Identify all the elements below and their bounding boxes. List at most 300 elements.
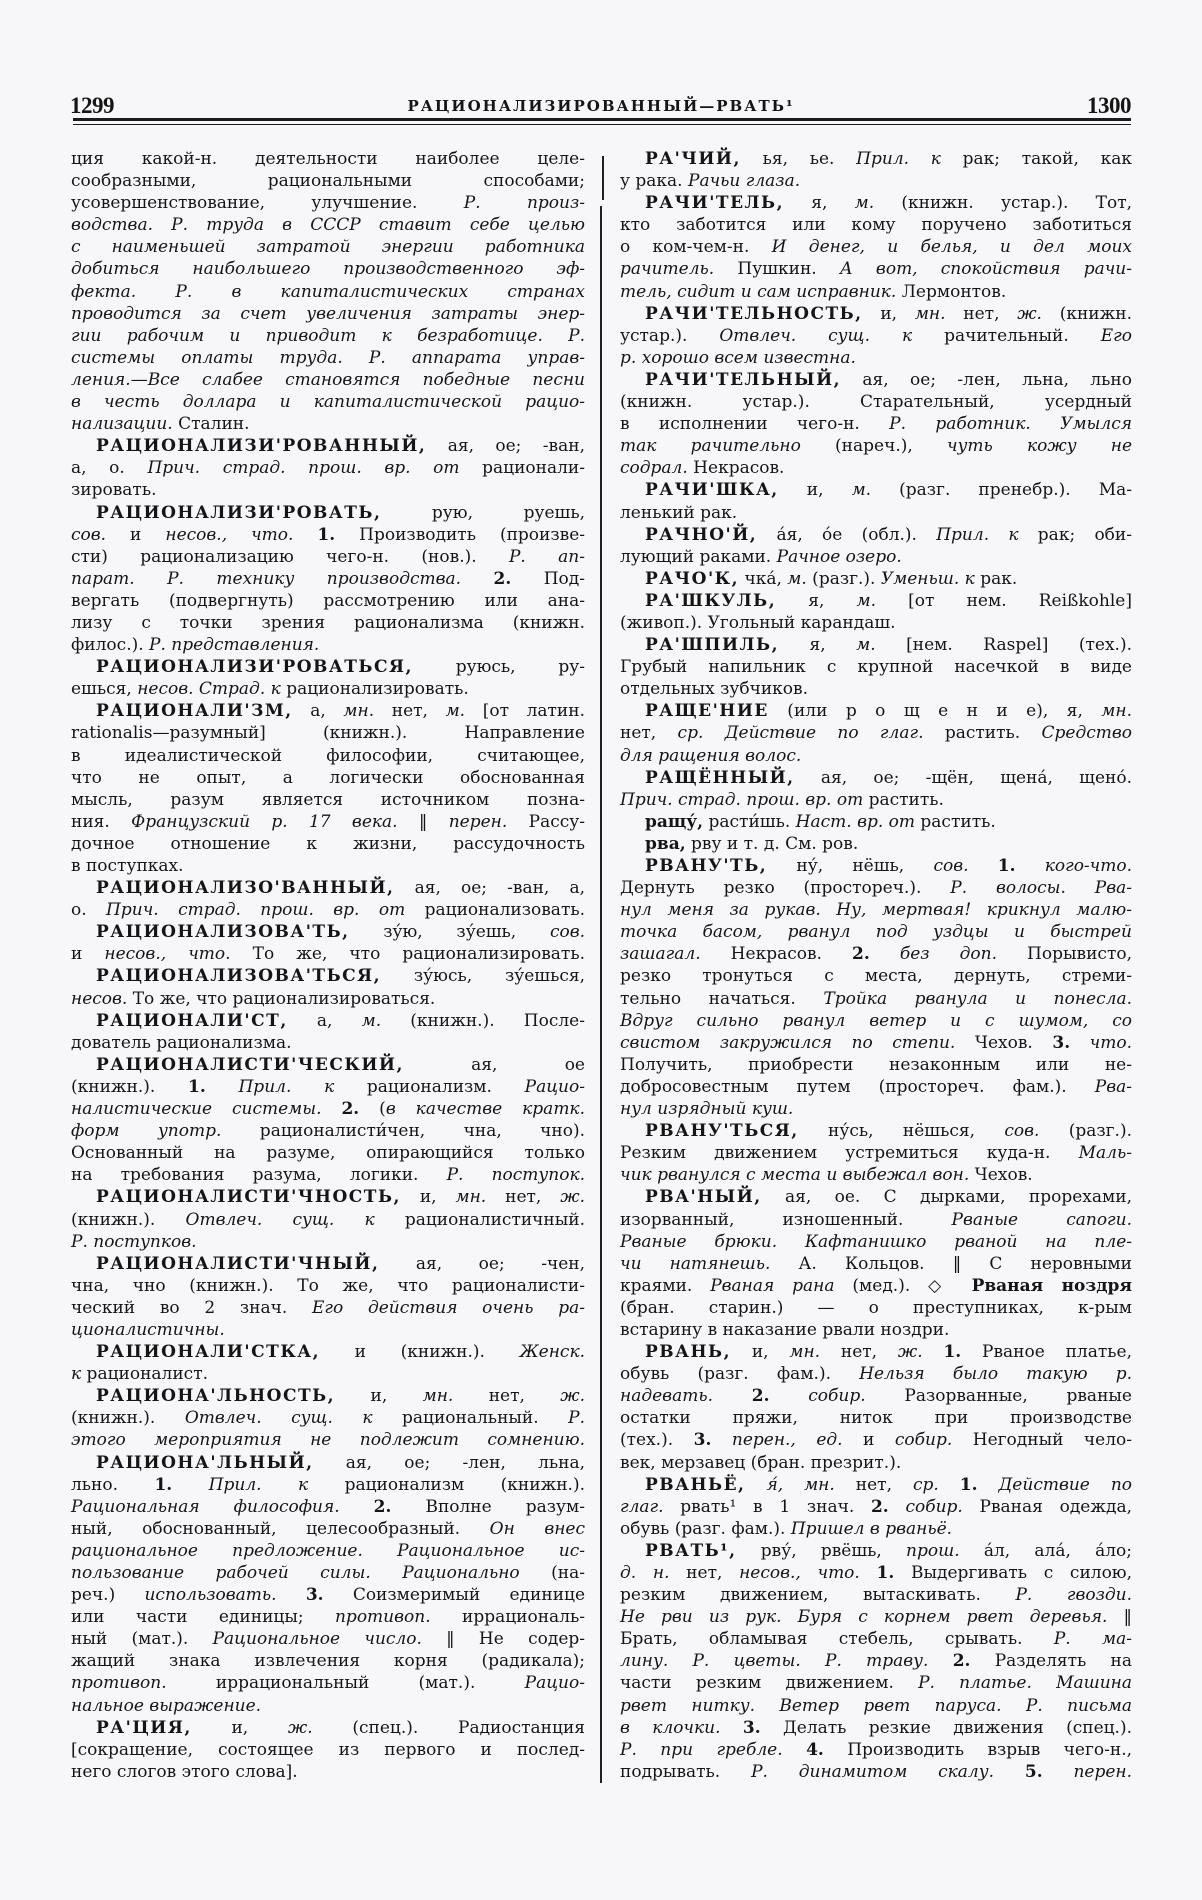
text-run: (книжн.).: [71, 1408, 185, 1429]
text-run: а, о.: [71, 458, 148, 479]
italic-run: сов.: [549, 922, 585, 943]
text-line: [71, 1341, 585, 1363]
italic-run: Женск.: [519, 1342, 585, 1363]
text-run: (мед.). ◇: [834, 1275, 972, 1296]
text-run: Грубый напильник с крупной насечкой в виде: [620, 657, 1132, 678]
italic-run: перен.: [448, 811, 508, 832]
text-line: [71, 1650, 585, 1672]
text-run: льно.: [71, 1474, 155, 1495]
italic-run: Р. работник. Умылся: [889, 414, 1132, 435]
text-run: [713, 1386, 752, 1406]
italic-run: Не рви из рук. Буря с корнем рвет деревья.: [620, 1607, 1108, 1628]
text-line: [620, 1385, 1132, 1407]
text-run: Под-: [511, 568, 585, 589]
text-run: [923, 1342, 944, 1362]
text-line: [71, 678, 585, 700]
text-run: дователь рационализма.: [71, 1032, 292, 1053]
text-run: (книжн. устар.). Старательный, усердный: [620, 392, 1132, 413]
text-run: и: [106, 524, 166, 545]
italic-run: в качестве кратк.: [385, 1099, 585, 1120]
text-line: [71, 170, 585, 192]
headword: РА'ШПИЛЬ,: [645, 635, 779, 656]
italic-run: несов., что.: [739, 1563, 860, 1583]
text-run: (нареч.),: [800, 436, 947, 457]
italic-run: противоп.: [334, 1607, 431, 1628]
text-run: встарину в наказание рвали ноздри.: [620, 1319, 950, 1340]
bold-run: Рваная ноздря: [971, 1275, 1132, 1296]
italic-run: ж.: [1017, 303, 1042, 324]
text-run: рак; оби-: [1018, 524, 1132, 545]
text-run: растить.: [923, 723, 1042, 744]
text-run: Рваная одежда,: [962, 1496, 1132, 1517]
italic-run: Нельзя было такую р.: [859, 1364, 1132, 1385]
text-line: [71, 1231, 585, 1253]
headword: РАЦИОНА'ЛЬНОСТЬ,: [96, 1386, 336, 1407]
text-run: него слогов этого слова].: [71, 1761, 298, 1782]
text-line: [620, 236, 1132, 258]
text-run: Дернуть резко (простореч.).: [620, 878, 951, 899]
text-line: [620, 656, 1132, 678]
italic-run: Прил. к: [208, 1474, 309, 1495]
text-line: [71, 1319, 585, 1341]
text-run: [711, 1430, 732, 1450]
italic-run: несов., что.: [104, 944, 231, 965]
text-run: рационали-: [459, 458, 585, 479]
text-run: Разорванные, рваные: [865, 1386, 1132, 1407]
text-line: [620, 634, 1132, 656]
italic-run: фекта. Р. в капиталистических странах: [71, 281, 585, 302]
text-run: части резким движением.: [620, 1673, 919, 1694]
italic-run: нул изрядный куш.: [620, 1099, 794, 1120]
headword: РАЧНО'Й,: [645, 524, 758, 545]
italic-run: проводится за счет увеличения затраты энер-: [71, 303, 585, 324]
text-run: (: [359, 1099, 386, 1120]
headword: РА'ЧИЙ,: [645, 149, 741, 169]
text-line: [71, 568, 585, 590]
text-run: руюсь, ру-: [412, 657, 585, 678]
text-run: растить.: [863, 789, 944, 810]
text-line: [71, 811, 585, 833]
bold-run: 2.: [870, 1496, 889, 1517]
italic-run: в клочки.: [620, 1717, 721, 1738]
italic-run: собир.: [894, 1430, 953, 1451]
text-run: ая, ое; -чен,: [379, 1253, 585, 1274]
text-line: [620, 546, 1132, 568]
text-run: реч.): [71, 1585, 145, 1606]
text-run: Основанный на разуме, опирающийся только: [71, 1143, 585, 1164]
text-run: что не опыт, а логически обоснованная: [71, 767, 585, 788]
text-run: Разделять на: [970, 1651, 1132, 1672]
text-line: [71, 789, 585, 811]
text-line: [71, 281, 585, 303]
text-run: и,: [400, 1187, 456, 1208]
text-run: ческий во 2 знач.: [71, 1297, 312, 1318]
text-line: [71, 303, 585, 325]
text-run: нет,: [453, 1386, 561, 1407]
italic-run: Рва-: [1094, 1076, 1132, 1097]
text-run: рационализировать.: [280, 679, 469, 700]
column-divider: [600, 206, 602, 1783]
headword: РАЦИОНА'ЛЬНЫЙ,: [96, 1452, 314, 1473]
italic-run: Прич. страд. прош. вр. от: [620, 789, 864, 810]
italic-run: для ращения волос.: [620, 745, 802, 766]
text-line: [71, 236, 585, 258]
text-run: зу́ю, зу́ешь,: [349, 922, 550, 943]
text-run: (спец.). Радиостанция: [312, 1717, 585, 1738]
bold-run: 1.: [876, 1563, 895, 1583]
text-line: [71, 1429, 585, 1451]
text-run: рую, руешь,: [381, 502, 585, 523]
bold-run: 3.: [1052, 1032, 1071, 1053]
text-line: [620, 1429, 1132, 1451]
text-line: [620, 1209, 1132, 1231]
bold-run: 2.: [493, 568, 512, 589]
text-line: [620, 988, 1132, 1010]
text-line: [620, 281, 1132, 303]
text-run: ‖ Не содер-: [421, 1629, 585, 1650]
headword: РА'ШКУЛЬ,: [645, 590, 777, 611]
text-run: и,: [335, 1386, 423, 1407]
text-run: зу́юсь, зу́ешься,: [381, 966, 585, 987]
page-number-left: 1299: [70, 93, 114, 118]
italic-run: использовать.: [144, 1585, 277, 1606]
text-line: [620, 214, 1132, 236]
text-run: [322, 1099, 342, 1119]
text-run: [от латин.: [465, 701, 585, 722]
text-run: Производить (произве-: [335, 524, 586, 545]
text-line: [71, 1054, 585, 1076]
italic-run: водства. Р. труда в СССР ставит себе целью: [71, 215, 585, 236]
text-line: [620, 1628, 1132, 1650]
headword: РАЦИОНАЛИСТИ'ЧНЫЙ,: [96, 1253, 380, 1274]
italic-run: несов., что.: [165, 524, 294, 545]
text-run: [978, 1475, 999, 1495]
text-line: [620, 877, 1132, 899]
headword: РА'ЦИЯ,: [96, 1717, 192, 1738]
text-run: [783, 1740, 806, 1760]
italic-run: свистом закружился по степи.: [620, 1032, 956, 1053]
text-run: и (книжн.).: [320, 1342, 520, 1363]
text-run: ния.: [71, 811, 132, 832]
text-line: [71, 1739, 585, 1761]
text-run: сообразными, рациональными способами;: [71, 171, 585, 192]
text-line: [71, 1672, 585, 1694]
text-run: Пушкин.: [714, 259, 840, 280]
italic-run: Отвлеч. сущ. к: [184, 1408, 373, 1429]
text-run: рационалисти́чен, чна, чно).: [221, 1121, 585, 1142]
text-run: ‖: [397, 811, 449, 832]
text-line: [620, 1474, 1132, 1496]
bold-run: 1.: [997, 856, 1016, 876]
text-run: (книжн. устар.). Тот,: [874, 193, 1133, 214]
text-line: [620, 1142, 1132, 1164]
italic-run: Рваные брюки. Кафтанишко рваной на пле-: [620, 1231, 1132, 1252]
italic-run: рациональное предложение. Рациональное ис-: [71, 1540, 585, 1561]
italic-run: нальное выражение.: [71, 1695, 262, 1716]
text-run: [994, 1762, 1025, 1782]
text-run: [от нем. Reißkohle]: [876, 590, 1133, 611]
bold-run: 1.: [317, 524, 336, 545]
text-line: [620, 1253, 1132, 1275]
text-run: Некрасов.: [687, 458, 785, 479]
text-line: [620, 612, 1132, 634]
italic-run: ж.: [897, 1342, 923, 1363]
headword: РАЧИ'ШКА,: [645, 480, 779, 501]
text-line: [620, 678, 1132, 700]
text-run: в поступках.: [71, 856, 184, 876]
italic-run: гии рабочим и приводит к безработице. Р.: [71, 325, 585, 346]
text-run: обувь (разг. фам.).: [620, 1364, 860, 1385]
text-run: Соизмеримый единице: [323, 1585, 586, 1606]
italic-run: Рваная рана: [710, 1275, 835, 1296]
text-run: [461, 569, 493, 589]
text-line: [71, 1474, 585, 1496]
text-line: [71, 457, 585, 479]
text-run: рачительный.: [912, 325, 1101, 346]
italic-run: Прил. к: [238, 1076, 335, 1097]
text-run: чка́,: [739, 568, 788, 589]
text-run: rationalis—разумный] (книжн.). Направление: [71, 723, 585, 744]
italic-run: Рачьи глаза.: [688, 171, 801, 192]
italic-run: Рваные сапоги.: [951, 1209, 1132, 1230]
headword: РАЦИОНАЛИ'СТ,: [96, 1010, 288, 1031]
text-line: [620, 789, 1132, 811]
text-line: [620, 347, 1132, 369]
text-run: Производить взрыв чего-н.,: [823, 1739, 1132, 1760]
italic-run: добиться наибольшего производственного эф-: [71, 259, 585, 280]
text-run: у рака.: [620, 171, 688, 192]
text-run: о.: [71, 900, 107, 921]
italic-run: с наименьшей затратой энергии работника: [71, 237, 585, 258]
headword: РВАНУ'ТЬСЯ,: [645, 1121, 799, 1142]
text-run: А. Кольцов. ‖ С неровными: [770, 1253, 1132, 1274]
text-line: [620, 700, 1132, 722]
text-line: [71, 1496, 585, 1518]
text-line: [620, 1363, 1132, 1385]
text-line: [71, 1297, 585, 1319]
text-run: [721, 1718, 743, 1738]
text-run: чна, чно (книжн.). То же, что рационалисти-: [71, 1275, 585, 1296]
text-line: [620, 745, 1132, 767]
text-line: [71, 590, 585, 612]
text-line: [71, 767, 585, 789]
italic-run: Он внес: [489, 1518, 585, 1539]
text-run: [860, 1563, 877, 1583]
text-run: иррациональ-: [430, 1607, 585, 1628]
text-run: Чехов.: [955, 1032, 1053, 1053]
text-run: век, мерзавец (бран. презрит.).: [620, 1452, 902, 1473]
text-line: [71, 1518, 585, 1540]
text-run: (живоп.). Угольный карандаш.: [620, 612, 896, 633]
text-run: остатки пряжи, ниток при производстве: [620, 1408, 1132, 1429]
italic-run: Р. представления.: [149, 635, 320, 656]
text-run: изорванный, изношенный.: [620, 1209, 952, 1230]
italic-run: чуть кожу не: [946, 436, 1133, 457]
text-run: а́л, ала́, а́ло;: [959, 1540, 1132, 1561]
italic-run: Рачное озеро.: [776, 546, 902, 567]
headword: РАЧИ'ТЕЛЬ,: [645, 193, 785, 214]
text-line: [71, 1186, 585, 1208]
text-line: [71, 502, 585, 524]
italic-run: ления.—Все слабее становятся победные песни: [71, 369, 585, 390]
headword: РАЦИОНАЛИ'СТКА,: [96, 1342, 321, 1363]
italic-run: надевать.: [620, 1386, 713, 1407]
text-run: [770, 1386, 809, 1406]
text-line: [71, 347, 585, 369]
italic-run: Р.: [568, 1408, 585, 1429]
text-line: [620, 1098, 1132, 1120]
text-run: нет,: [834, 1474, 913, 1495]
text-run: Рассу-: [507, 811, 585, 832]
italic-run: Р. волосы. Рва-: [950, 878, 1132, 899]
text-line: [71, 192, 585, 214]
italic-run: в честь доллара и капиталистической рацио-: [71, 392, 585, 413]
text-line: [620, 1606, 1132, 1628]
italic-run: чик рванулся с места и выбежал вон.: [620, 1165, 970, 1186]
text-run: обувь (разг. фам.).: [620, 1518, 791, 1539]
text-line: [71, 1628, 585, 1650]
text-line: [71, 1695, 585, 1717]
text-run: [939, 1475, 960, 1495]
headword: РАЦИОНАЛИСТИ'ЧНОСТЬ,: [96, 1187, 401, 1208]
bold-run: 4.: [806, 1739, 824, 1760]
text-line: [620, 1231, 1132, 1253]
text-run: (тех.).: [620, 1430, 694, 1451]
text-line: [71, 1209, 585, 1231]
text-line: [620, 1341, 1132, 1363]
text-run: [172, 1475, 208, 1495]
text-line: [71, 1407, 585, 1429]
headword: РАЦИОНАЛИЗО'ВАННЫЙ,: [96, 878, 395, 899]
italic-run: Его действия очень ра-: [311, 1297, 585, 1318]
text-run: подрывать.: [620, 1761, 752, 1782]
text-run: я,: [776, 590, 857, 611]
text-line: [71, 700, 585, 722]
text-line: [620, 435, 1132, 457]
italic-run: А вот, спокойствия рачи-: [839, 259, 1132, 280]
italic-run: противоп.: [71, 1673, 167, 1694]
text-run: нет,: [945, 303, 1018, 324]
italic-run: парат. Р. технику производства.: [71, 568, 462, 589]
text-run: а́я, о́е (обл.).: [757, 524, 937, 545]
italic-run: Р. ап-: [508, 546, 585, 567]
text-run: Порывисто,: [996, 944, 1132, 965]
text-line: [71, 833, 585, 855]
italic-run: Р. гвозди.: [1015, 1585, 1132, 1606]
text-run: рациональный.: [372, 1408, 569, 1429]
italic-run: Вдруг сильно рванул ветер и с шумом, со: [620, 1010, 1132, 1031]
text-line: [71, 1010, 585, 1032]
text-run: Сталин.: [178, 414, 250, 435]
text-run: в идеалистической философии, считающее,: [71, 745, 585, 766]
italic-run: Прич. страд. прош. вр. от: [147, 458, 460, 479]
header-rule-thick: [73, 118, 1131, 121]
italic-run: пользование рабочей силы. Рационально: [71, 1563, 520, 1583]
italic-run: Р. произ-: [463, 193, 586, 214]
italic-run: тель, сидит и сам исправник.: [620, 281, 897, 302]
text-line: [620, 1739, 1132, 1761]
italic-run: м.: [856, 635, 876, 656]
text-run: и,: [731, 1342, 790, 1363]
text-line: [71, 325, 585, 347]
text-line: [620, 1761, 1132, 1783]
text-line: [620, 325, 1132, 347]
italic-run: нул меня за рукав. Ну, мертвая! крикнул малю-: [620, 900, 1132, 921]
italic-run: ср.: [912, 1474, 939, 1495]
italic-run: форм употр.: [71, 1121, 222, 1142]
italic-run: ж.: [560, 1386, 585, 1407]
italic-run: чи натянешь.: [620, 1253, 771, 1274]
headword: РАЧИ'ТЕЛЬНЫЙ,: [645, 369, 842, 390]
italic-run: перен., ед.: [731, 1430, 843, 1451]
text-line: [71, 1363, 585, 1385]
bold-run: 2.: [952, 1651, 971, 1672]
text-run: Делать резкие движения (спец.).: [760, 1717, 1132, 1738]
text-line: [71, 369, 585, 391]
text-run: о ком-чем-н.: [620, 237, 772, 258]
italic-run: ж.: [287, 1717, 313, 1738]
text-run: а,: [292, 701, 344, 722]
text-run: мысль, разум является источником позна-: [71, 789, 585, 810]
headword: РВАНУ'ТЬ,: [645, 856, 768, 876]
italic-run: так рачительно: [620, 436, 801, 457]
text-run: тельно начаться.: [620, 988, 824, 1009]
bold-run: 3.: [742, 1717, 761, 1738]
headword: РАЧО'К,: [645, 568, 740, 589]
text-run: Резким движением устремиться куда-н.: [620, 1143, 1079, 1164]
text-run: Чехов.: [969, 1165, 1033, 1186]
text-line: [71, 1098, 585, 1120]
text-line: [71, 258, 585, 280]
text-line: [620, 1186, 1132, 1208]
italic-run: Рацио-: [524, 1076, 585, 1097]
bold-run: 1.: [188, 1076, 206, 1097]
text-line: [71, 524, 585, 546]
text-run: ‖: [1107, 1607, 1133, 1628]
italic-run: Р. платье. Машина: [918, 1673, 1132, 1694]
header-rule-thin: [73, 124, 1131, 125]
text-run: [206, 1077, 239, 1097]
text-run: Рваное платье,: [961, 1342, 1132, 1363]
italic-run: Тройка рванула и понесла.: [823, 988, 1133, 1009]
text-run: Вполне разум-: [391, 1496, 585, 1517]
text-line: [620, 148, 1132, 170]
italic-run: сов.: [1004, 1121, 1040, 1142]
text-line: [71, 899, 585, 921]
text-line: [620, 1319, 1132, 1341]
text-run: или части единицы;: [71, 1607, 335, 1628]
bold-run: 2.: [341, 1099, 360, 1120]
text-line: [620, 1650, 1132, 1672]
text-line: [620, 1076, 1132, 1098]
italic-run: м.: [445, 701, 466, 722]
text-run: (книжн.).: [71, 1076, 189, 1097]
text-line: [71, 1761, 585, 1783]
text-line: [620, 590, 1132, 612]
text-line: [620, 258, 1132, 280]
text-run: лизу с точки зрения рационализма (книжн.: [71, 612, 585, 633]
text-run: расти́шь.: [703, 811, 796, 832]
text-line: [620, 722, 1132, 744]
text-run: (разг. пренебр.). Ма-: [871, 480, 1132, 501]
text-line: [71, 391, 585, 413]
text-line: [71, 612, 585, 634]
text-line: [620, 833, 1132, 855]
text-line: [620, 457, 1132, 479]
italic-run: лину. Р. цветы. Р. траву.: [620, 1651, 929, 1672]
text-line: [620, 1562, 1132, 1584]
bold-run: ращу́,: [645, 811, 704, 832]
